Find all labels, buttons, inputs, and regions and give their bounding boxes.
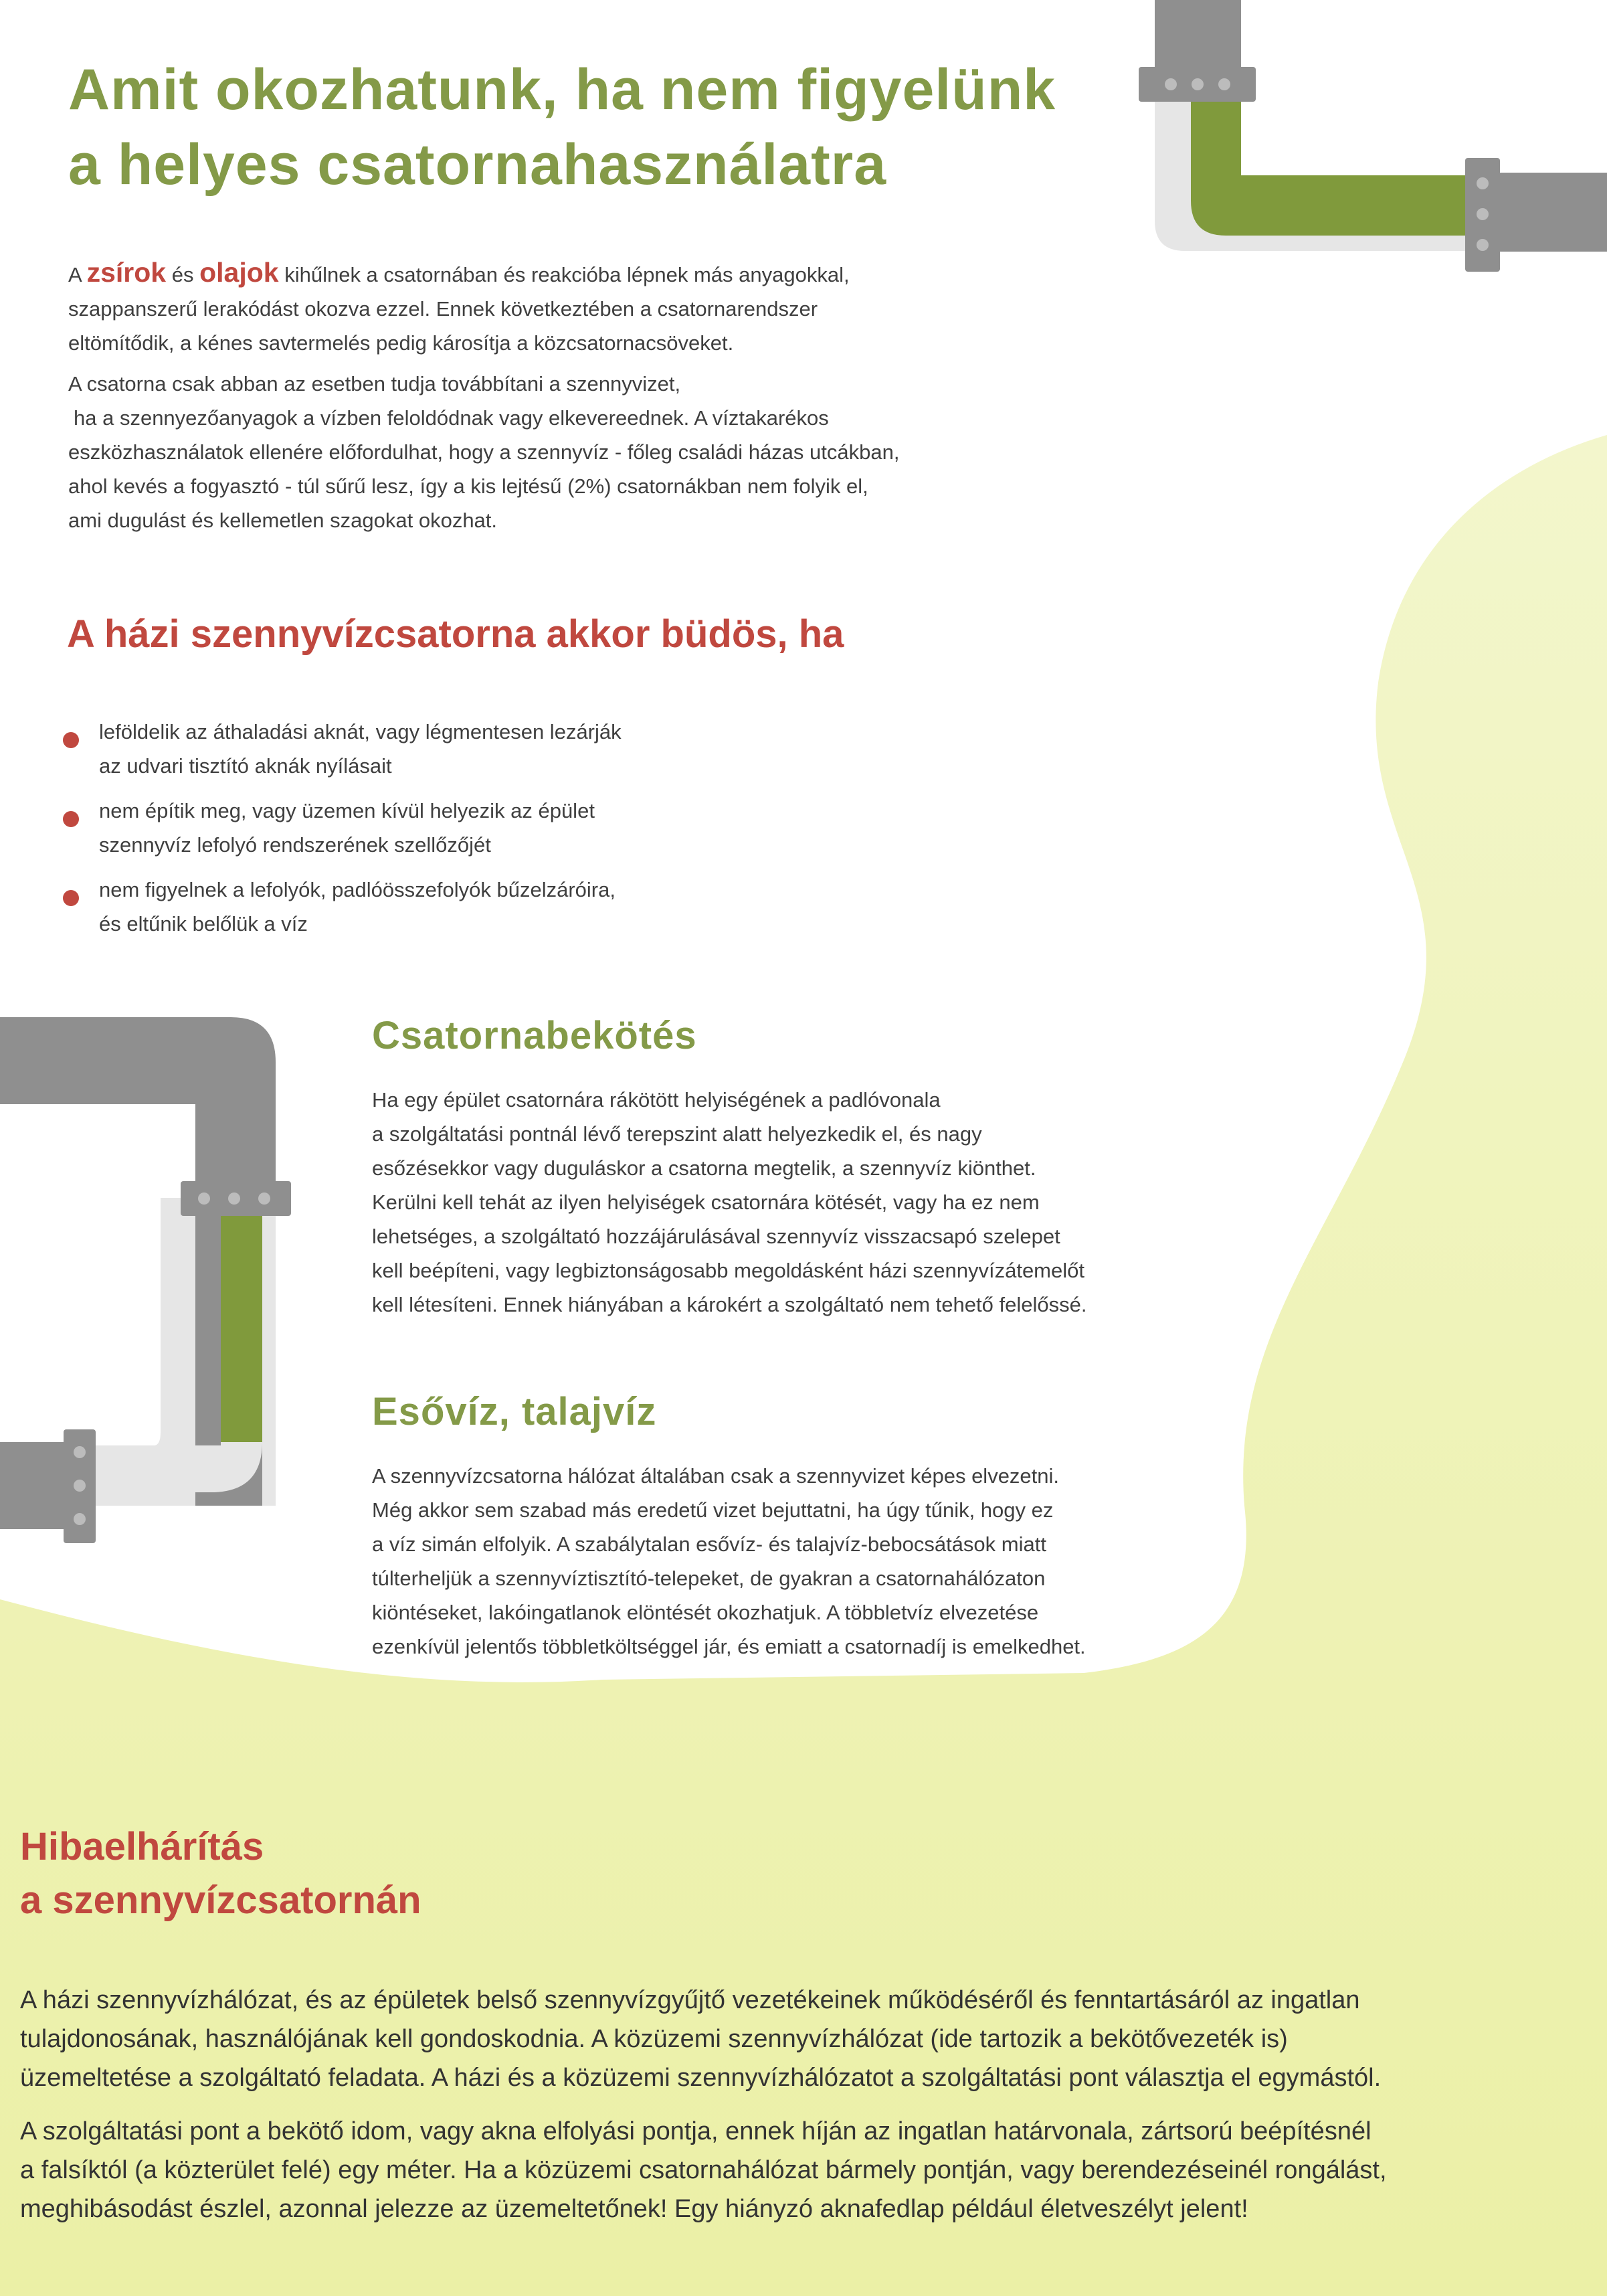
- connection-line: a szolgáltatási pontnál lévő terepszint alatt helyezkedik el, és nagy: [372, 1122, 982, 1146]
- list-item: [63, 715, 799, 783]
- smell-heading: A házi szennyvízcsatorna akkor büdös, ha: [67, 612, 844, 656]
- bullet-dot-icon: [63, 811, 79, 827]
- intro-paragraph-1: [68, 256, 1005, 360]
- intro-p1-prefix: A: [68, 263, 81, 286]
- troubleshooting-p1-line: üzemeltetése a szolgáltató feladata. A házi és a közüzemi szennyvízhálózatot a szolgáltatási pont választja el egymástól.: [20, 2064, 1382, 2092]
- troubleshooting-p1-line: tulajdonosának, használójának kell gondoskodnia. A közüzemi szennyvízhálózat (ide tartozik a bekötővezeték is): [20, 2025, 1288, 2053]
- bullet-dot-icon: [63, 890, 79, 906]
- rainwater-paragraph: [372, 1459, 1208, 1664]
- rainwater-line: A szennyvízcsatorna hálózat általában csak a szennyvizet képes elvezetni.: [372, 1464, 1060, 1488]
- smell-item-1-line2: az udvari tisztító aknák nyílásait: [99, 754, 392, 778]
- connection-heading: Csatornabekötés: [372, 1014, 697, 1057]
- troubleshooting-p2-line: a falsíktól (a közterület felé) egy méter. Ha a közüzemi csatornahálózat bármely pontján, vagy berendezéseinél rongálást,: [20, 2156, 1387, 2184]
- troubleshooting-p2-line: A szolgáltatási pont a bekötő idom, vagy akna elfolyási pontja, ennek híján az ingatlan határvonala, zártsorú beépítésnél: [20, 2117, 1372, 2145]
- rainwater-line: a víz simán elfolyik. A szabálytalan esővíz- és talajvíz-bebocsátások miatt: [372, 1532, 1046, 1556]
- emphasis-oils: olajok: [199, 257, 279, 288]
- smell-item-2-line1: nem építik meg, vagy üzemen kívül helyezik az épület: [99, 799, 595, 822]
- troubleshooting-title-line1: Hibaelhárítás: [20, 1825, 264, 1868]
- intro-p1-line3: eltömítődik, a kénes savtermelés pedig károsítja a közcsatornacsöveket.: [68, 331, 734, 355]
- troubleshooting-paragraph-1: [20, 1981, 1586, 2097]
- connection-line: esőzésekkor vagy duguláskor a csatorna megtelik, a szennyvíz kiönthet.: [372, 1156, 1036, 1180]
- connection-line: Ha egy épület csatornára rákötött helyiségének a padlóvonala: [372, 1088, 941, 1112]
- bullet-dot-icon: [63, 732, 79, 748]
- connection-paragraph: [372, 1083, 1208, 1322]
- troubleshooting-p1-line: A házi szennyvízhálózat, és az épületek belső szennyvízgyűjtő vezetékeinek működéséről és fenntartásáról az ingatlan: [20, 1986, 1360, 2014]
- intro-p2-line2: ha a szennyezőanyagok a vízben feloldódnak vagy elkevereednek. A víztakarékos: [74, 406, 829, 430]
- troubleshooting-paragraph-2: [20, 2112, 1586, 2228]
- smell-item-2-line2: szennyvíz lefolyó rendszerének szellőzőjét: [99, 833, 491, 857]
- smell-item-3-line2: és eltűnik belőlük a víz: [99, 912, 308, 936]
- smell-item-1-line1: leföldelik az áthaladási aknát, vagy légmentesen lezárják: [99, 720, 622, 743]
- intro-p1-rest: kihűlnek a csatornában és reakcióba lépnek más anyagokkal,: [284, 263, 850, 286]
- list-item: [63, 794, 799, 862]
- connection-line: kell létesíteni. Ennek hiányában a károkért a szolgáltató nem tehető felelőssé.: [372, 1293, 1087, 1316]
- pipe-top-right-icon: [1139, 0, 1607, 272]
- rainwater-line: túlterheljük a szennyvíztisztító-telepeket, de gyakran a csatornahálózaton: [372, 1567, 1046, 1590]
- rainwater-heading: Esővíz, talajvíz: [372, 1390, 657, 1433]
- troubleshooting-title-line2: a szennyvízcsatornán: [20, 1878, 421, 1922]
- intro-p1-mid: és: [171, 263, 194, 286]
- intro-p1-line2: szappanszerű lerakódást okozva ezzel. Ennek következtében a csatornarendszer: [68, 297, 818, 321]
- rainwater-line: Még akkor sem szabad más eredetű vizet bejuttatni, ha úgy tűnik, hogy ez: [372, 1498, 1054, 1522]
- smell-item-3-line1: nem figyelnek a lefolyók, padlóösszefolyók bűzelzáróira,: [99, 878, 616, 901]
- smell-list: [63, 715, 799, 952]
- page-title-line2: a helyes csatornahasználatra: [68, 133, 887, 197]
- intro-p2-line4: ahol kevés a fogyasztó - túl sűrű lesz, így a kis lejtésű (2%) csatornákban nem folyik el,: [68, 474, 868, 498]
- connection-line: kell beépíteni, vagy legbiztonságosabb megoldásként házi szennyvízátemelőt: [372, 1259, 1084, 1282]
- rainwater-line: kiöntéseket, lakóingatlanok elöntését okozhatjuk. A többletvíz elvezetése: [372, 1601, 1039, 1624]
- list-item: [63, 873, 799, 941]
- intro-p2-line3: eszközhasználatok ellenére előfordulhat, hogy a szennyvíz - főleg családi házas utcákban,: [68, 440, 900, 464]
- pipe-left-icon: [0, 1017, 291, 1543]
- intro-p2-line1: A csatorna csak abban az esetben tudja továbbítani a szennyvizet,: [68, 372, 681, 395]
- connection-line: Kerülni kell tehát az ilyen helyiségek csatornára kötését, vagy ha ez nem: [372, 1190, 1040, 1214]
- intro-p2-line5: ami dugulást és kellemetlen szagokat okozhat.: [68, 509, 498, 532]
- page-title-line1: Amit okozhatunk, ha nem figyelünk: [68, 58, 1056, 122]
- troubleshooting-heading: [20, 1820, 421, 1927]
- rainwater-line: ezenkívül jelentős többletköltséggel jár, és emiatt a csatornadíj is emelkedhet.: [372, 1635, 1086, 1658]
- intro-paragraph-2: [68, 367, 1072, 537]
- connection-line: lehetséges, a szolgáltató hozzájárulásával szennyvíz visszacsapó szelepet: [372, 1225, 1060, 1248]
- emphasis-fats: zsírok: [86, 257, 167, 288]
- troubleshooting-p2-line: meghibásodást észlel, azonnal jelezze az üzemeltetőnek! Egy hiányzó aknafedlap például életveszélyt jelent!: [20, 2195, 1248, 2223]
- page-title: [68, 52, 1056, 202]
